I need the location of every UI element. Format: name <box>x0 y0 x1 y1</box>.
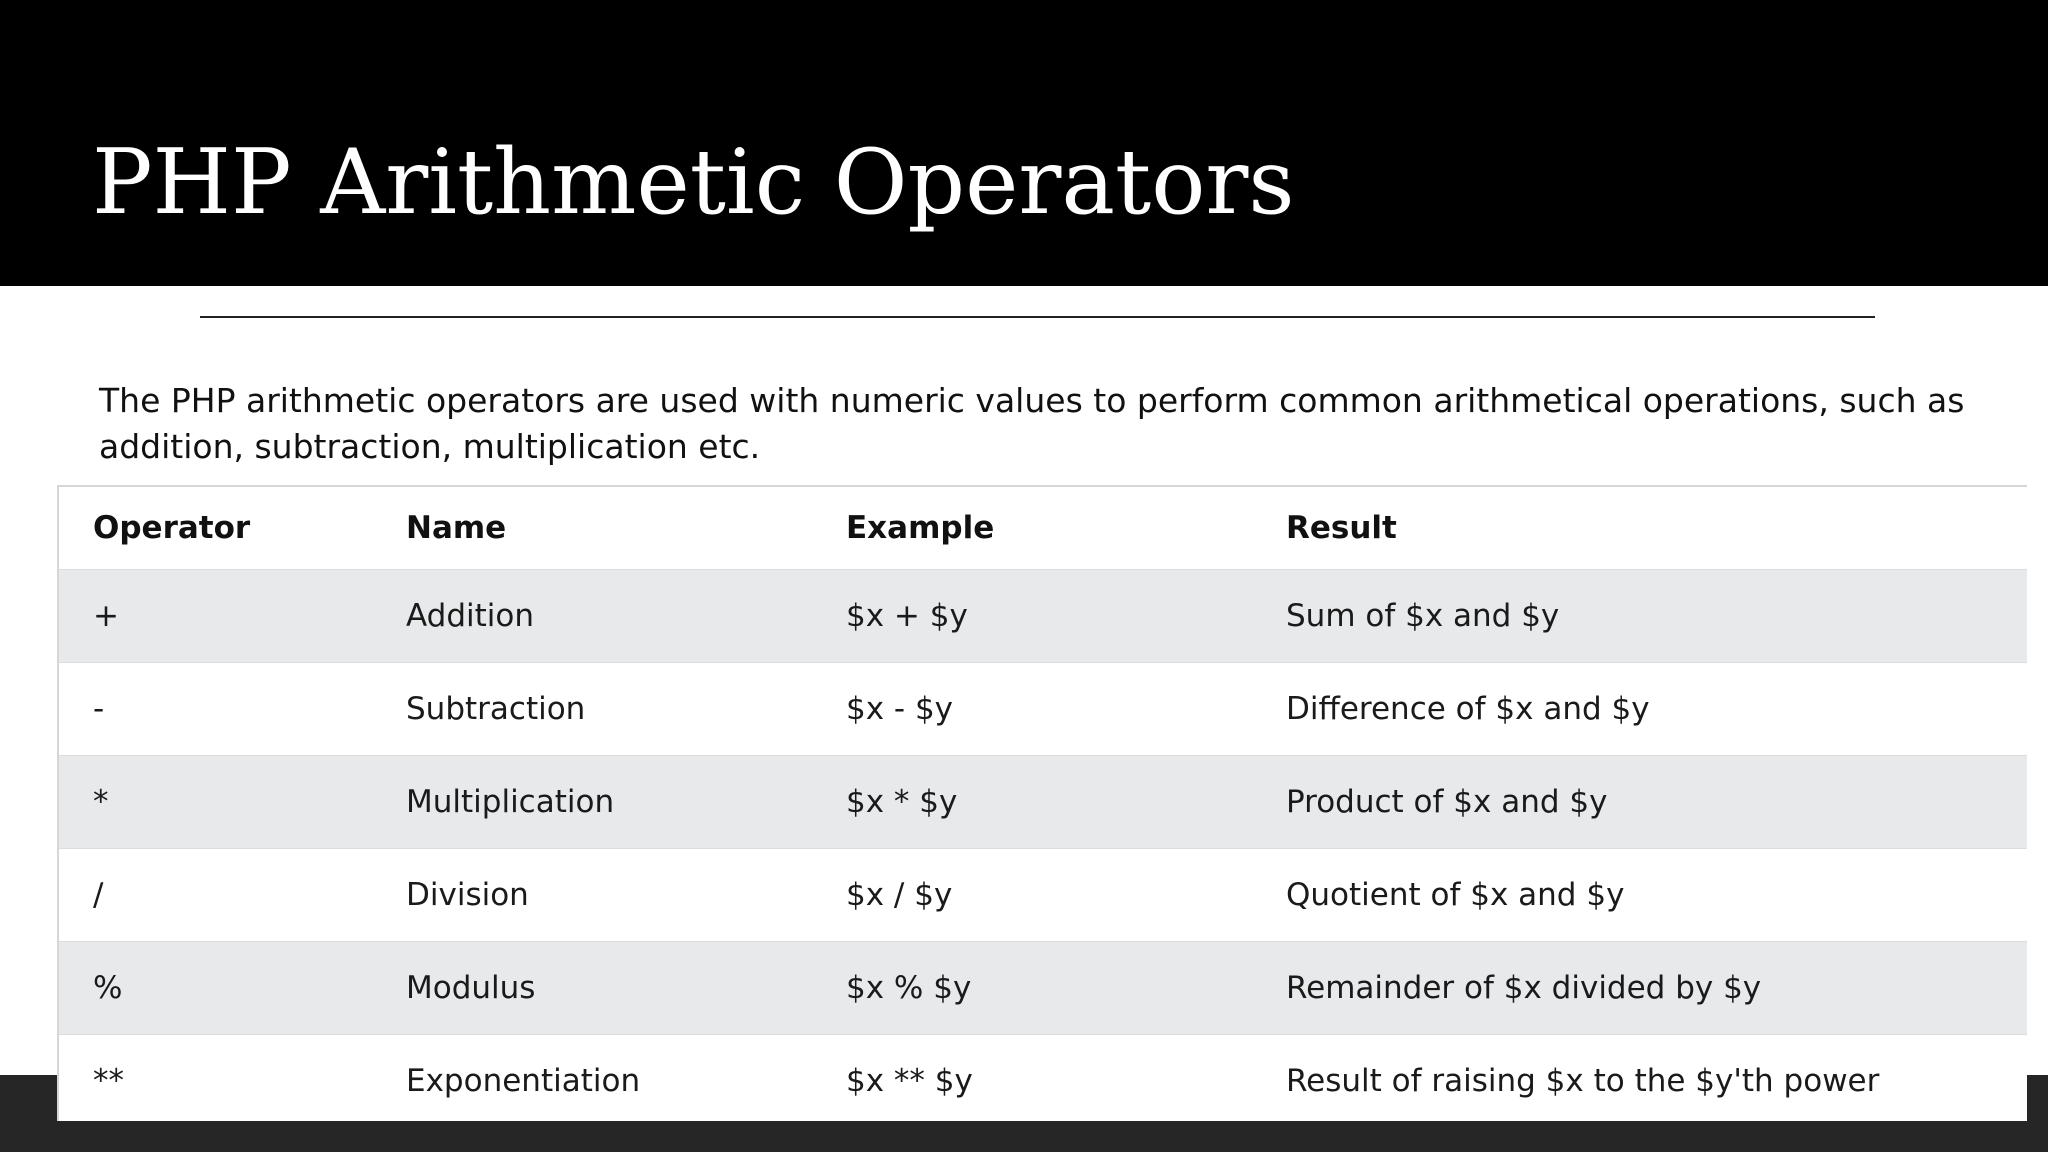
header-name: Name <box>406 510 507 546</box>
cell-example: $x ** $y <box>812 1035 1252 1122</box>
cell-name: Exponentiation <box>372 1035 812 1122</box>
cell-example: $x / $y <box>812 849 1252 942</box>
header-operator: Operator <box>93 510 251 546</box>
table-row <box>59 1035 2027 1122</box>
cell-name: Modulus <box>372 942 812 1035</box>
cell-operator: ** <box>59 1035 372 1122</box>
table-row <box>59 570 2027 663</box>
intro-paragraph: The PHP arithmetic operators are used with numeric values to perform common arithmetical operations, such as addition, subtraction, multiplication etc. <box>99 381 1965 466</box>
title-band <box>0 0 2048 286</box>
operators-table-container <box>57 485 2027 1121</box>
cell-result: Difference of $x and $y <box>1252 663 2027 756</box>
cell-result: Product of $x and $y <box>1252 756 2027 849</box>
cell-name: Multiplication <box>372 756 812 849</box>
cell-operator: % <box>59 942 372 1035</box>
cell-example: $x * $y <box>812 756 1252 849</box>
cell-result: Result of raising $x to the $y'th power <box>1252 1035 2027 1122</box>
cell-example: $x - $y <box>812 663 1252 756</box>
table-row <box>59 849 2027 942</box>
cell-result: Sum of $x and $y <box>1252 570 2027 663</box>
cell-operator: * <box>59 756 372 849</box>
cell-name: Subtraction <box>372 663 812 756</box>
operators-table <box>59 487 2027 1121</box>
header-example: Example <box>846 510 995 546</box>
cell-example: $x % $y <box>812 942 1252 1035</box>
cell-name: Addition <box>372 570 812 663</box>
cell-example: $x + $y <box>812 570 1252 663</box>
table-row <box>59 756 2027 849</box>
cell-name: Division <box>372 849 812 942</box>
title-divider <box>200 316 1875 318</box>
table-row <box>59 942 2027 1035</box>
slide-title: PHP Arithmetic Operators <box>92 130 1295 235</box>
cell-result: Quotient of $x and $y <box>1252 849 2027 942</box>
cell-result: Remainder of $x divided by $y <box>1252 942 2027 1035</box>
cell-operator: + <box>59 570 372 663</box>
cell-operator: - <box>59 663 372 756</box>
cell-operator: / <box>59 849 372 942</box>
table-header-row <box>59 487 2027 570</box>
header-result: Result <box>1286 510 1397 546</box>
table-row <box>59 663 2027 756</box>
